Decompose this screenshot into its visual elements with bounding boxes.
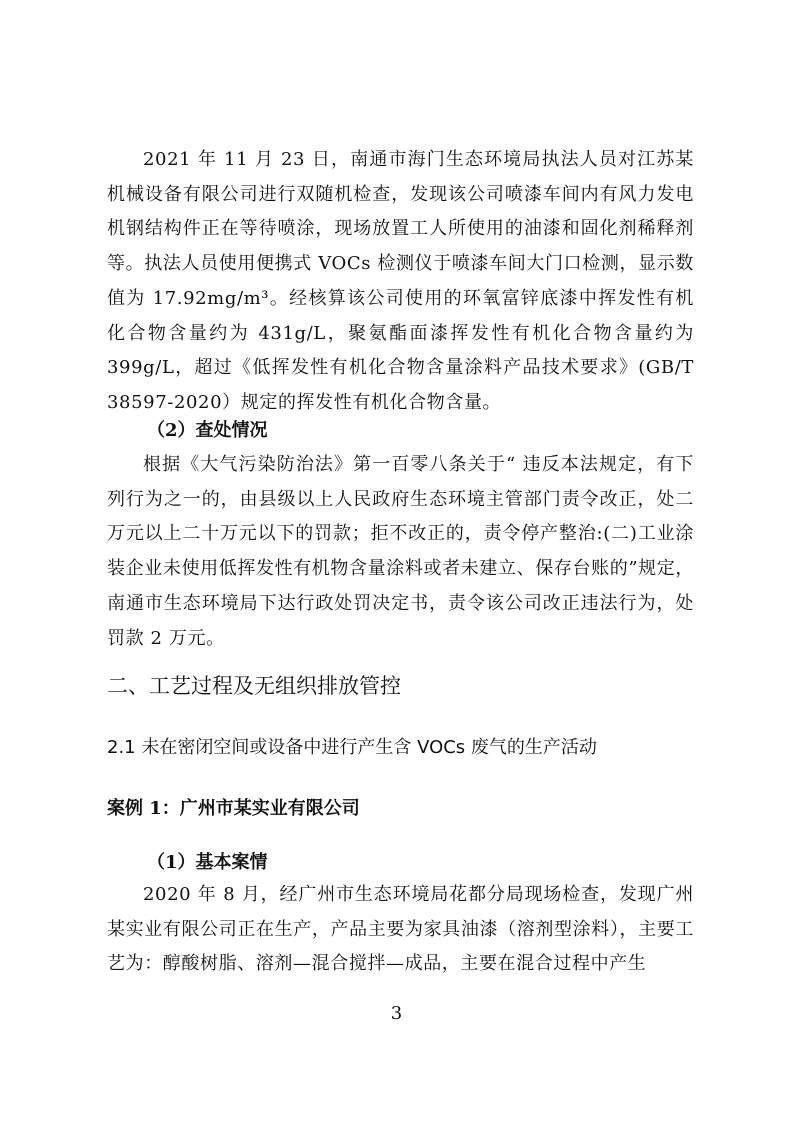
section-heading: 二、工艺过程及无组织排放管控 xyxy=(107,674,401,698)
page-number: 3 xyxy=(390,1003,403,1024)
case-heading: 案例 1：广州市某实业有限公司 xyxy=(107,798,360,819)
heading-basic-case: （1）基本案情 xyxy=(147,852,268,873)
heading-penalty: （2）查处情况 xyxy=(147,420,268,441)
paragraph-penalty: 根据《大气污染防治法》第一百零八条关于“ 违反本法规定，有下列行为之一的，由县级以上人民政府生态环境主管部门责令改正，处二万元以上二十万元以下的罚款；拒不改正的，责令停产整治:(二)工业涂装企业未使用低挥发性有机物含量涂料或者未建立、保存台账的”规定，南通市生态环境局下达行政处罚决定书，责令该公司改正违法行为，处罚款 2 万元。 xyxy=(107,454,694,649)
subsection-heading: 2.1 未在密闭空间或设备中进行产生含 VOCs 废气的生产活动 xyxy=(107,737,597,758)
paragraph-inspection: 2021 年 11 月 23 日，南通市海门生态环境局执法人员对江苏某机械设备有限公司进行双随机检查，发现该公司喷漆车间内有风力发电机钢结构件正在等待喷涂，现场放置工人所使用的油漆和固化剂稀释剂等。执法人员使用便携式 VOCs 检测仪于喷漆车间大门口检测，显示数值为 17.92mg/m³。经核算该公司使用的环氧富锌底漆中挥发性有机化合物含量约为 431g/L，聚氨酯面漆挥发性有机化合物含量约为 399g/L，超过《低挥发性有机化合物含量涂料产品技术要求》(GB/T 38597-2020）规定的挥发性有机化合物含量。 xyxy=(107,149,694,413)
paragraph-basic-case: 2020 年 8 月，经广州市生态环境局花都分局现场检查，发现广州某实业有限公司正在生产，产品主要为家具油漆（溶剂型涂料），主要工艺为：醇酸树脂、溶剂—混合搅拌—成品，主要在混合过程中产生 xyxy=(107,884,694,975)
